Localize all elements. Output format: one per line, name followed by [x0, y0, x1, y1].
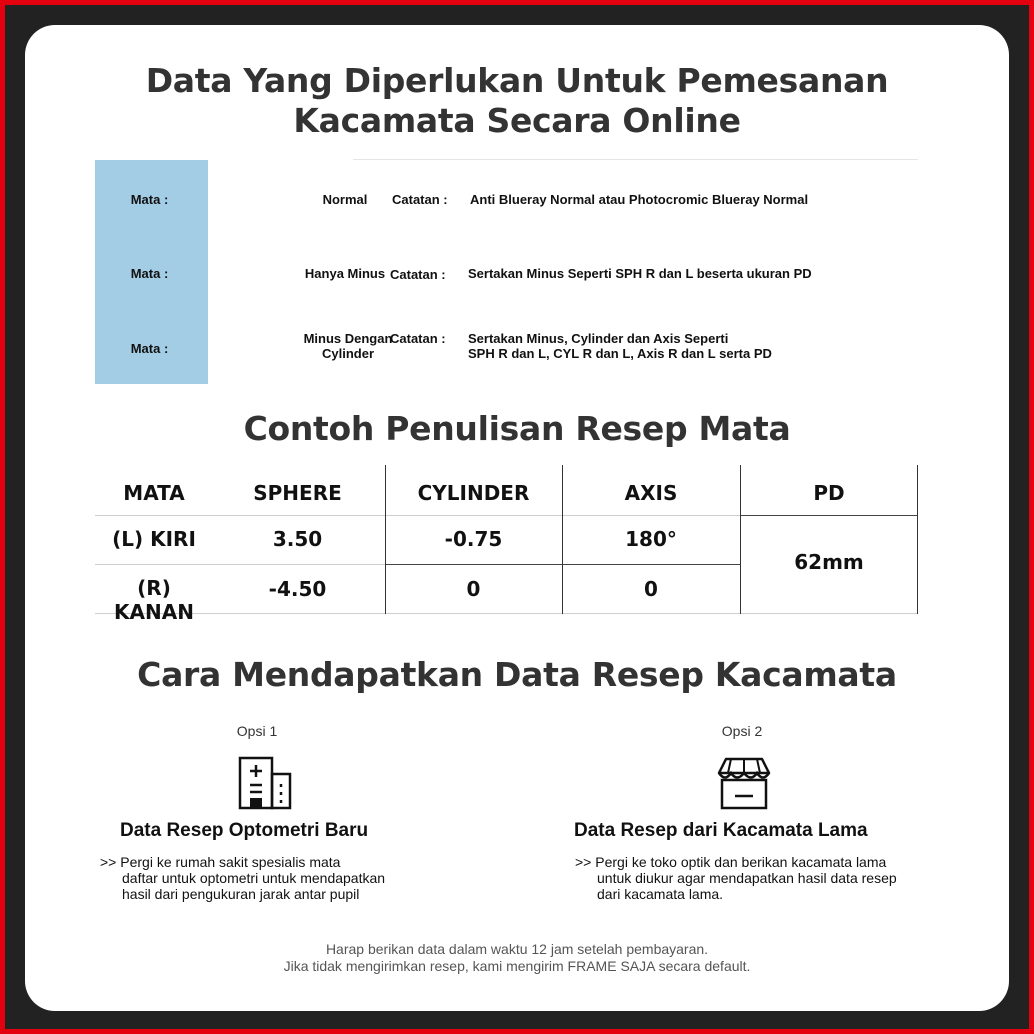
mata-kind: Hanya Minus — [304, 266, 386, 281]
table-cell-cylinder-right: 0 — [466, 577, 481, 601]
page-title — [25, 61, 1009, 141]
table-cell-pd: 62mm — [794, 550, 864, 574]
table-cell-sphere-left: 3.50 — [272, 527, 323, 551]
option-2-desc-line1: >> Pergi ke toko optik dan berikan kacamata lama — [575, 854, 887, 870]
option-1-desc-line3: hasil dari pengukuran jarak antar pupil — [122, 886, 360, 902]
mata-label: Mata : — [130, 266, 169, 281]
table-header-mata: MATA — [123, 481, 185, 505]
option-1-desc-line2: daftar untuk optometri untuk mendapatkan — [122, 870, 386, 886]
info-top-divider — [353, 159, 918, 160]
hospital-icon — [237, 756, 293, 812]
info-row-normal — [95, 192, 925, 232]
table-cell-axis-right: 0 — [644, 577, 658, 601]
option-2-desc-line2: untuk diukur agar mendapatkan hasil data resep — [597, 870, 897, 886]
store-icon — [716, 756, 772, 812]
table-divider — [740, 515, 918, 516]
table-cell-mata-left: (L) KIRI — [112, 527, 196, 551]
option-1-desc-line1: >> Pergi ke rumah sakit spesialis mata — [100, 854, 341, 870]
resep-table — [95, 465, 920, 624]
catatan-value-line1: Sertakan Minus, Cylinder dan Axis Seperti — [468, 331, 729, 346]
option-2-description — [575, 854, 897, 902]
catatan-value-line2: SPH R dan L, CYL R dan L, Axis R dan L serta PD — [468, 346, 772, 361]
page-title-line2: Kacamata Secara Online — [293, 101, 741, 140]
option-1-description — [100, 854, 385, 902]
catatan-label: Catatan : — [392, 192, 448, 207]
mata-label: Mata : — [130, 341, 169, 356]
mata-kind: Normal — [322, 192, 368, 207]
catatan-value: Sertakan Minus Seperti SPH R dan L beserta ukuran PD — [468, 266, 812, 281]
mata-kind-line2: Cylinder — [321, 346, 374, 361]
table-cell-cylinder-left: -0.75 — [444, 527, 503, 551]
footer-line2: Jika tidak mengirimkan resep, kami mengirim FRAME SAJA secara default. — [283, 958, 751, 974]
cara-title: Cara Mendapatkan Data Resep Kacamata — [137, 655, 897, 694]
resep-title: Contoh Penulisan Resep Mata — [243, 409, 791, 448]
table-header-pd: PD — [813, 481, 845, 505]
catatan-value — [468, 331, 918, 361]
info-card — [25, 25, 1009, 1011]
table-divider — [95, 515, 740, 516]
mata-label: Mata : — [130, 192, 169, 207]
option-2-heading: Data Resep dari Kacamata Lama — [574, 820, 868, 841]
table-header-sphere: SPHERE — [253, 481, 342, 505]
info-row-minus — [95, 266, 925, 306]
catatan-value: Anti Blueray Normal atau Photocromic Blueray Normal — [470, 192, 809, 207]
catatan-label: Catatan : — [390, 267, 446, 282]
table-divider — [95, 613, 918, 614]
option-2-desc-line3: dari kacamata lama. — [597, 886, 724, 902]
table-cell-axis-left: 180° — [625, 527, 677, 551]
mata-kind-line1: Minus Dengan — [303, 331, 393, 346]
table-cell-mata-right: (R) KANAN — [114, 576, 194, 624]
info-row-cylinder — [95, 331, 925, 371]
table-divider — [95, 564, 385, 565]
catatan-label: Catatan : — [390, 331, 446, 346]
option-2-label: Opsi 2 — [721, 723, 763, 739]
option-1-label: Opsi 1 — [236, 723, 278, 739]
footer-line1: Harap berikan data dalam waktu 12 jam setelah pembayaran. — [325, 941, 709, 957]
table-header-axis: AXIS — [624, 481, 678, 505]
table-cell-sphere-right: -4.50 — [268, 577, 327, 601]
footer-note — [25, 941, 1009, 975]
option-1-heading: Data Resep Optometri Baru — [120, 820, 369, 841]
table-header-cylinder: CYLINDER — [417, 481, 530, 505]
page-title-line1: Data Yang Diperlukan Untuk Pemesanan — [145, 61, 889, 100]
